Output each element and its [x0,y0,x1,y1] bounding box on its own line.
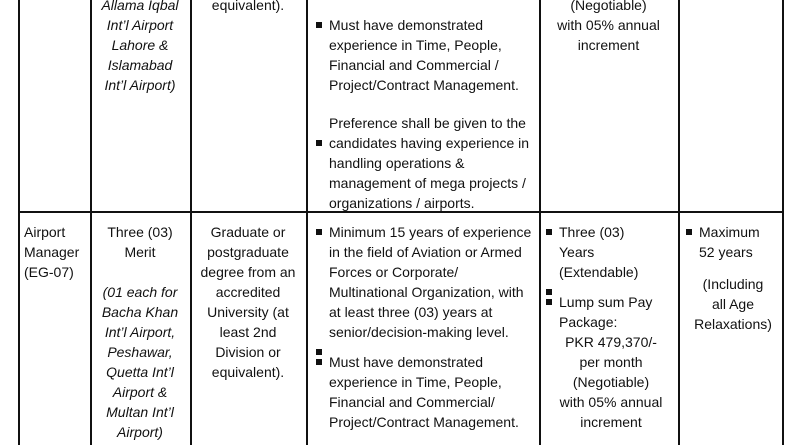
row2-qualification: Graduate or postgraduate degree from an accredited University (at least 2nd Division or equivalent). [200,224,296,380]
row2-tenure-bullet: Three (03) Years (Extendable) [546,222,676,282]
row1-qualification-tail: equivalent). [211,0,285,13]
row2-experience-bullet-2: Must have demonstrated experience in Time, People, Financial and Commercial/ Project/Contract Management. [316,352,534,432]
row2-pay-details: PKR 479,370/- per month (Negotiable) with 05% annual increment [559,334,663,430]
row1-preference-intro: Preference shall be given to the [329,115,526,131]
row1-airports: Allama Iqbal Int’l Airport Lahore & Islamabad Int’l Airport) [101,0,179,93]
row1-experience-bullet: Must have demonstrated experience in Time, People, Financial and Commercial / Project/Contract Management. [316,15,534,95]
row1-tenure-tail: (Negotiable) with 05% annual increment [557,0,660,53]
row2-age [686,222,780,334]
row2-pay-bullet: Lump sum Pay Package: [546,292,676,332]
row2-positions: Three (03) Merit (01 each for Bacha Khan Int’l Airport, Peshawar, Quetta Int’l Airport & Multan Int’l Airport) [101,224,179,440]
row2-experience-bullet-1: Minimum 15 years of experience in the field of Aviation or Armed Forces or Corporate/ Multinational Organization, with at least three (03) years at senior/decision-making level. [316,222,534,342]
row1-experience [316,15,534,213]
col-line-5 [678,0,680,445]
col-line-3 [306,0,308,445]
row2-tenure [546,222,676,432]
row1-preference-bullet: candidates having experience in handling operations & management of mega projects / organizations / airports. [316,133,534,213]
row2-age-note: (Including all Age Relaxations) [694,276,772,332]
row2-post-title: Airport Manager (EG-07) [24,224,80,280]
col-line-4 [539,0,541,445]
col-line-6 [782,0,784,445]
row2-age-bullet: Maximum 52 years [686,222,780,262]
row2-experience [316,222,534,432]
col-line-0 [18,0,20,445]
